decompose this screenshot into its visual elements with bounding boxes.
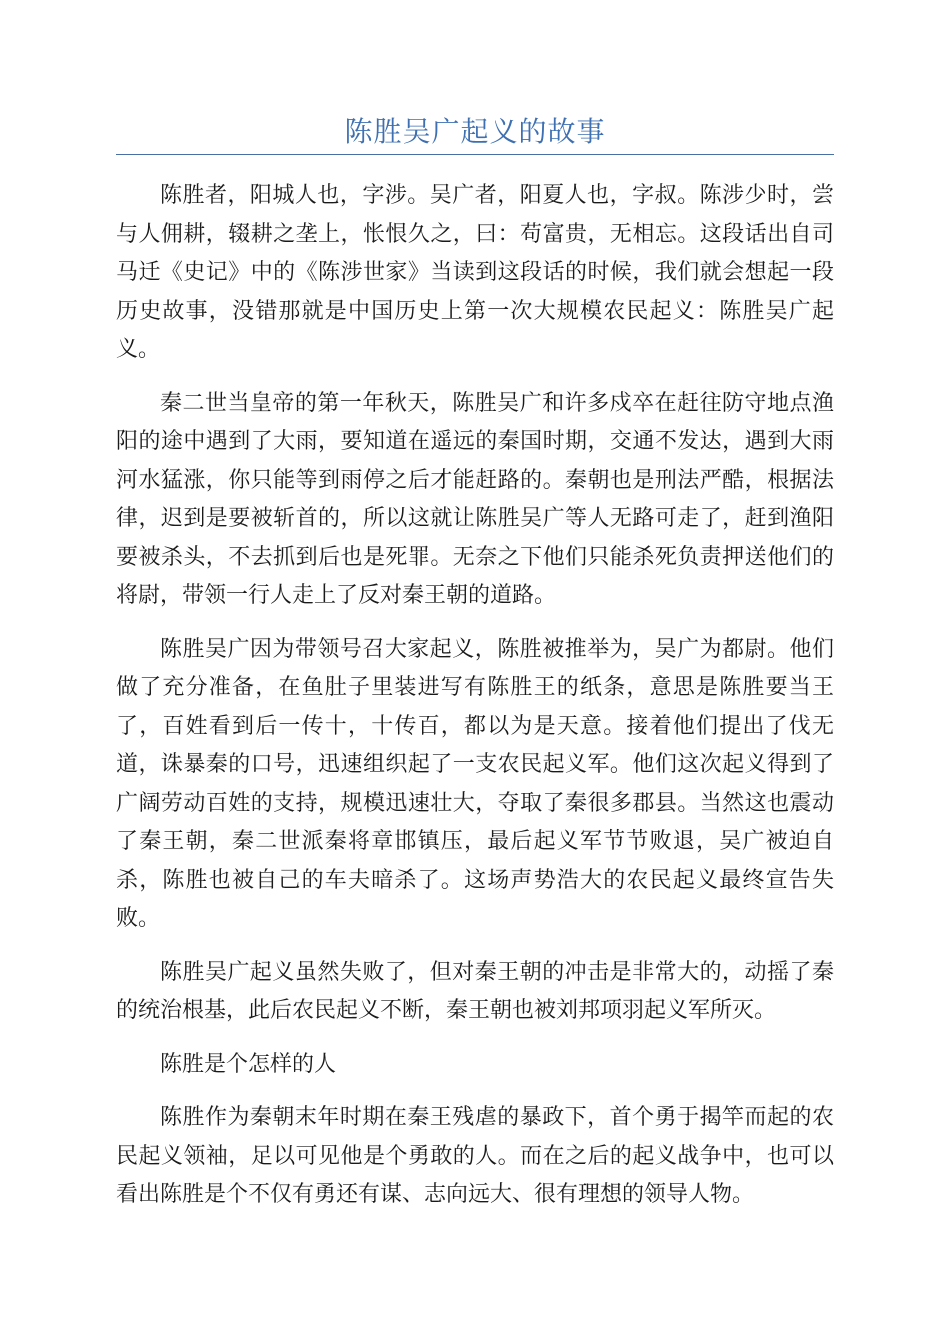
paragraph-5: 陈胜作为秦朝末年时期在秦王残虐的暴政下，首个勇于揭竿而起的农民起义领袖，足以可见他是个勇敢的人。而在之后的起义战争中，也可以看出陈胜是个不仅有勇还有谋、志向远大、很有理想的领导人物。 (116, 1105, 834, 1207)
document-body (116, 177, 834, 1215)
paragraph-4: 陈胜吴广起义虽然失败了，但对秦王朝的冲击是非常大的，动摇了秦的统治根基，此后农民起义不断，秦王朝也被刘邦项羽起义军所灭。 (116, 959, 834, 1023)
document-page (116, 0, 834, 1230)
paragraph-1: 陈胜者，阳城人也，字涉。吴广者，阳夏人也，字叔。陈涉少时，尝与人佣耕，辍耕之垄上，怅恨久之，曰：苟富贵，无相忘。这段话出自司马迁《史记》中的《陈涉世家》当读到这段话的时候，我们就会想起一段历史故事，没错那就是中国历史上第一次大规模农民起义：陈胜吴广起义。 (116, 183, 834, 362)
paragraph-3: 陈胜吴广因为带领号召大家起义，陈胜被推举为，吴广为都尉。他们做了充分准备，在鱼肚子里装进写有陈胜王的纸条，意思是陈胜要当王了，百姓看到后一传十，十传百，都以为是天意。接着他们提出了伐无道，诛暴秦的口号，迅速组织起了一支农民起义军。他们这次起义得到了广阔劳动百姓的支持，规模迅速壮大，夺取了秦很多郡县。当然这也震动了秦王朝，秦二世派秦将章邯镇压，最后起义军节节败退，吴广被迫自杀，陈胜也被自己的车夫暗杀了。这场声势浩大的农民起义最终宣告失败。 (116, 636, 834, 931)
paragraph-2: 秦二世当皇帝的第一年秋天，陈胜吴广和许多戍卒在赶往防守地点渔阳的途中遇到了大雨，要知道在遥远的秦国时期，交通不发达，遇到大雨河水猛涨，你只能等到雨停之后才能赶路的。秦朝也是刑法严酷，根据法律，迟到是要被斩首的，所以这就让陈胜吴广等人无路可走了，赶到渔阳要被杀头，不去抓到后也是死罪。无奈之下他们只能杀死负责押送他们的将尉，带领一行人走上了反对秦王朝的道路。 (116, 390, 834, 608)
document-title: 陈胜吴广起义的故事 (344, 115, 606, 148)
section-subheading: 陈胜是个怎样的人 (160, 1051, 337, 1077)
title-underline (116, 154, 834, 155)
